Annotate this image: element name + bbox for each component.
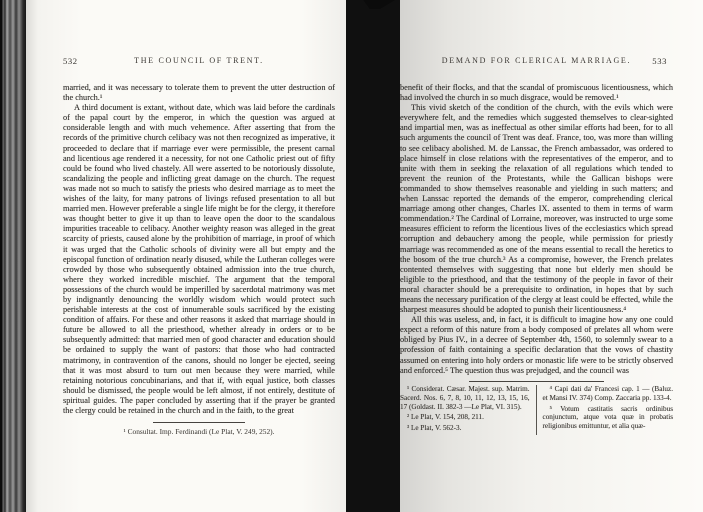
footnote: ⁵ Votum castitatis sacris ordinibus conjunctum, atque vota quæ in probatis religionibus emittuntur, et alia quæ- [542,404,673,431]
footnote: ³ Le Plat, V. 562-3. [407,424,462,433]
book-spine-gutter [346,0,400,512]
right-header [400,56,673,67]
left-page-content [63,56,335,436]
footnote: ¹ Consultat. Imp. Ferdinandi (Le Plat, V. 249, 252). [123,427,275,437]
footnote-rule [469,381,604,382]
body-paragraph: A third document is extant, without date, which was laid before the cardinals of the papal court by the emperor, in which the question was argued at considerable length and with much vehemence. After asserting that from the records of the primitive church celibacy was not then recognized as imperative, it proceeded to declare that if marriage ever were permissible, the present carnal and licentious age rendered it a necessity, for not one Catholic priest out of fifty could be found who lived chastely. All were asserted to be notoriously dissolute, scandalizing the people and inflicting great damage on the church. The request was made not so much to satisfy the priests who desired marriage as to meet the wishes of the laity, for many patrons of livings refused presentation to all but married men. However preferable a single life might be for the clergy, it therefore was thought better to give it up than to leave open the door to the scandalous impurities traceable to celibacy. Another weighty reason was alleged in the great scarcity of priests, caused alone by the prohibition of marriage, in proof of which it was urged that the Catholic schools of divinity were all but empty and the episcopal function of ordination nearly disused, while the Lutheran colleges were crowded by those who subsequently obtained admission into the true church, where they worked incredible mischief. The argument that the temporal possessions of the church would be imperilled by sacerdotal matrimony was met by indignantly denouncing the worldly wisdom which would protect such perishable interests at the cost of innumerable souls sacrificed by the existing condition of affairs. For these and other reasons it asked that marriage should in future be allowed to all the priesthood, whether already in orders or to be subsequently admitted: that married men of good character and education should be ordained to supply the want of pastors: that those who had contracted matrimony, in contravention of the canons, should no longer be ejected, seeing that it was most absurd to turn out men because they were married, while retaining notorious concubinarians, and that if, with equal justice, both classes should be dismissed, the people would be left almost, if not entirely, destitute of spiritual guides. The paper concluded by asserting that if the prayer be granted the clergy could be retained in the church and in the faith, to the great [63,103,335,415]
footnote-columns [400,385,673,436]
footnote-column-left [400,385,537,436]
left-body-text [63,83,335,416]
footnote-rule [153,422,245,423]
book-page-edges [0,0,26,512]
right-running-head: DEMAND FOR CLERICAL MARRIAGE. [441,56,632,65]
left-page-number: 532 [63,56,78,66]
footnote: ² Le Plat, V. 154, 208, 211. [407,413,484,422]
footnote: ¹ Considerat. Cæsar. Majest. sup. Matrim. Sacerd. Nos. 6, 7, 8, 10, 11, 12, 13, 15, 16, 17 (Goldast. II. 382-3 —Le Plat, VI. 315). [400,384,530,411]
body-paragraph: benefit of their flocks, and that the scandal of promiscuous licentiousness, which had involved the church in so much disgrace, would be removed.¹ [400,83,673,103]
footnote: ⁴ Capi dati da' Francesi cap. 1 — (Baluz. et Mansi IV. 374) Comp. Zaccaria pp. 133-4. [542,384,673,402]
right-page-content [400,56,673,435]
left-page [26,0,346,512]
body-paragraph: This vivid sketch of the condition of the church, with the evils which were everywhere felt, and the remedies which suggested themselves to clear-sighted and impartial men, was as ineffectual as other similar efforts had been, for to all such arguments the council of Trent was deaf. France, too, was more than willing to see celibacy abolished. M. de Lanssac, the French ambassador, was ordered to place himself in close relations with the representatives of the emperor, and to unite with them in seeking the relaxation of all regulations which tended to prevent the reunion of the Protestants, while the Gallican bishops were commanded to show themselves reasonable and yielding in such matters; and when Lanssac reported the demands of the emperor, comprehending clerical marriage among other changes, Charles IX. assented to them in terms of warm commendation.² The Cardinal of Lorraine, moreover, was instructed to urge some measures efficient to reform the licentious lives of the ecclesiastics which spread corruption and debauchery among the people, while permission for priestly marriage was recommended as one of the means essential to recall the heretics to the bosom of the true church.³ As a compromise, however, the French prelates contented themselves with suggesting that none but elderly men should be eligible to the priesthood, and that the testimony of the people in favor of their moral character should be a prerequisite to ordination, in hopes that by such means the necessary purification of the clergy at least could be effected, while the sharpest measures should be adopted to punish their licentiousness.⁴ [400,103,673,315]
left-running-head: THE COUNCIL OF TRENT. [134,56,264,65]
right-page-number: 533 [652,56,667,66]
body-paragraph: married, and it was necessary to tolerate them to prevent the utter destruction of the church.¹ [63,83,335,103]
right-body-text [400,83,673,376]
footnote-column-right [537,385,674,436]
body-paragraph: All this was useless, and, in fact, it is difficult to imagine how any one could expect a reform of this nature from a body composed of prelates all whom were obliged by Pius IV., in a decree of September 4th, 1560, to solemnly swear to a profession of faith containing a specific declaration that the vows of chastity assumed on entering into holy orders or monastic life were to be strictly observed and enforced.⁵ The question thus was prejudged, and the council was [400,315,673,375]
left-header [63,56,335,67]
right-page [400,0,703,512]
